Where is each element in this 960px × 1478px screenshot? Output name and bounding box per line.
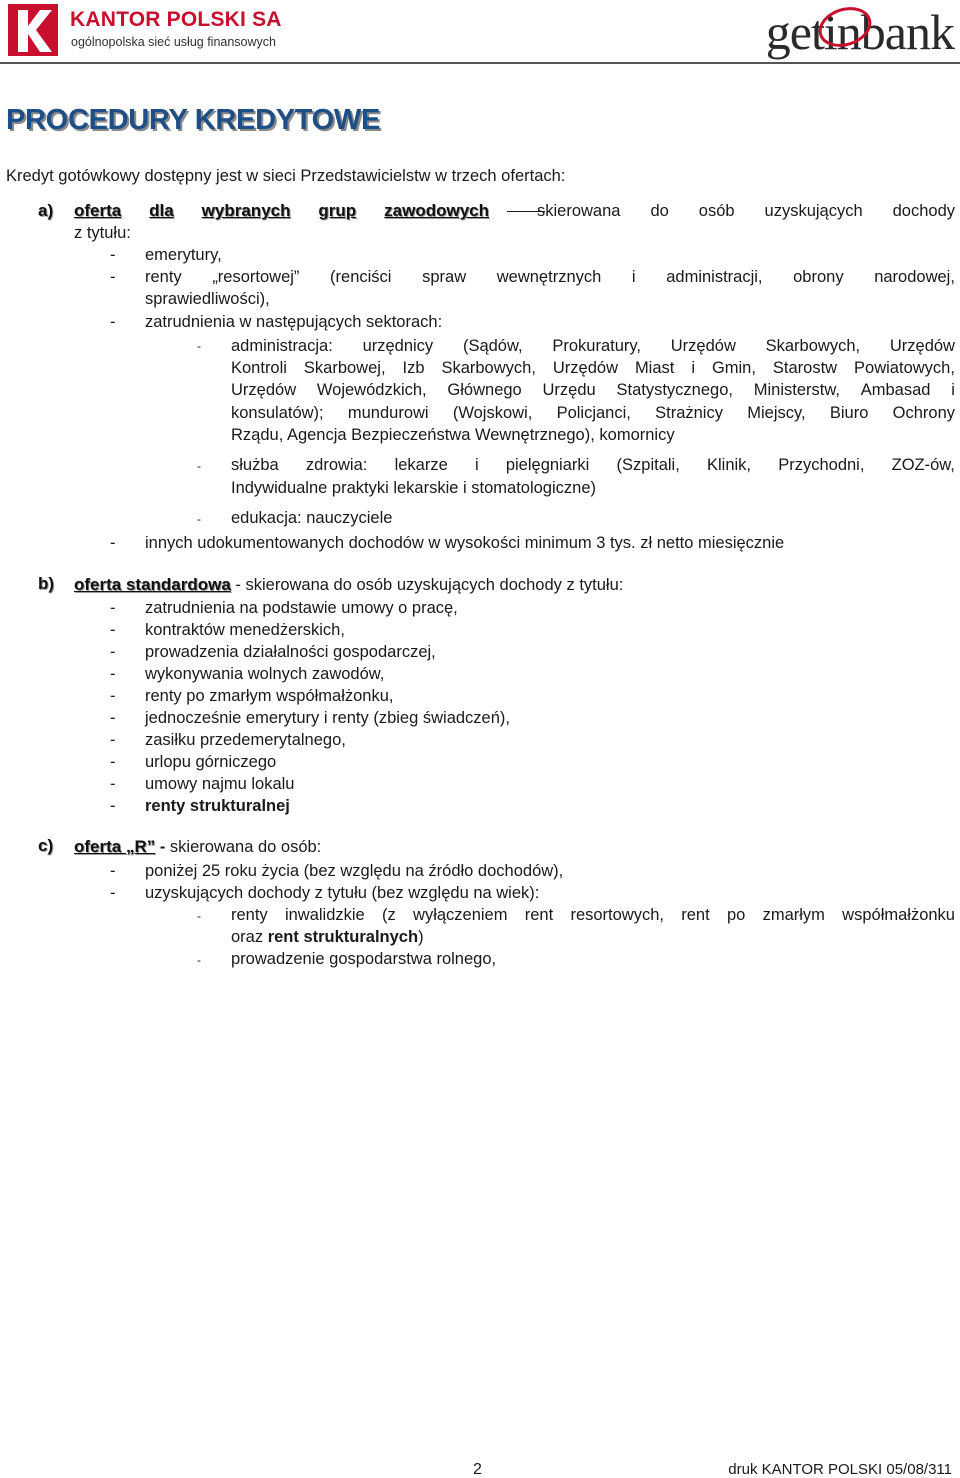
section-c-letter: c) (38, 836, 54, 855)
sub-list-item-cont: Indywidualne praktyki lekarskie i stomatologiczne) (231, 479, 596, 497)
sub-list-item: prowadzenie gospodarstwa rolnego, (231, 950, 497, 968)
section-c-heading: oferta „R” (74, 837, 156, 856)
bullet-dash: - (110, 884, 116, 902)
kantor-name: KANTOR POLSKI SA (70, 8, 282, 31)
bullet-dash: - (197, 339, 201, 353)
page-number: 2 (473, 1461, 482, 1478)
bullet-dash: - (110, 313, 116, 331)
intro-text: Kredyt gotówkowy dostępny jest w sieci Przedstawicielstw w trzech ofertach: (6, 167, 566, 185)
list-item: wykonywania wolnych zawodów, (145, 665, 385, 683)
sub-list-item: renty inwalidzkie (z wyłączeniem rent resortowych, rent po zmarłym współmałżonku (231, 906, 955, 924)
kantor-tagline: ogólnopolska sieć usług finansowych (71, 35, 276, 49)
list-item: emerytury, (145, 246, 222, 264)
section-a-heading: oferta dla wybranych grup zawodowych (74, 201, 489, 220)
bullet-dash: - (110, 621, 116, 639)
section-a-desc: skierowana do osób uzyskujących dochody (537, 202, 955, 220)
bullet-dash: - (197, 512, 201, 526)
section-c-desc: skierowana do osób: (169, 838, 322, 856)
print-note: druk KANTOR POLSKI 05/08/311 (728, 1461, 952, 1478)
sub-list-item: edukacja: nauczyciele (231, 509, 393, 527)
sub-list-item-cont: Urzędów Wojewódzkich, Głównego Urzędu Statystycznego, Ministerstw, Ambasad i (231, 381, 955, 399)
sub-list-item: administracja: urzędnicy (Sądów, Prokuratury, Urzędów Skarbowych, Urzędów (231, 337, 955, 355)
bullet-dash: - (110, 534, 116, 552)
section-b-letter: b) (38, 574, 55, 593)
section-a-letter: a) (38, 201, 54, 220)
kantor-polski-logo-icon (6, 2, 60, 58)
sub-list-item-cont: konsulatów); mundurowi (Wojskowi, Policjanci, Strażnicy Miejscy, Biuro Ochrony (231, 404, 955, 422)
list-item: kontraktów menedżerskich, (145, 621, 345, 639)
section-b-heading: oferta standardowa (74, 575, 231, 594)
list-item: renty po zmarłym współmałżonku, (145, 687, 394, 705)
list-item: zatrudnienia na podstawie umowy o pracę, (145, 599, 458, 617)
bullet-dash: - (110, 731, 116, 749)
bullet-dash: - (110, 687, 116, 705)
getin-bank-logo: get inbank (766, 4, 954, 60)
list-item-cont: sprawiedliwości), (145, 290, 270, 308)
bullet-dash: - (197, 953, 201, 967)
list-item: renty strukturalnej (145, 797, 290, 815)
section-b-heading-line (74, 575, 623, 595)
bullet-dash: - (197, 909, 201, 923)
list-item: innych udokumentowanych dochodów w wysokości minimum 3 tys. zł netto miesięcznie (145, 534, 785, 552)
section-a-desc-cont: z tytułu: (74, 224, 131, 242)
bullet-dash: - (110, 709, 116, 727)
list-item: umowy najmu lokalu (145, 775, 295, 793)
list-item: uzyskujących dochody z tytułu (bez względu na wiek): (145, 884, 540, 902)
bullet-dash: - (110, 599, 116, 617)
sub-list-item-cont: Kontroli Skarbowej, Izb Skarbowych, Urzędów Miast i Gmin, Starostw Powiatowych, (231, 359, 955, 377)
list-item: renty „resortowej” (renciści spraw wewnętrznych i administracji, obrony narodowej, (145, 268, 955, 286)
sub-list-item-cont: oraz rent strukturalnych) (231, 928, 424, 946)
list-item: zasiłku przedemerytalnego, (145, 731, 346, 749)
list-item: prowadzenia działalności gospodarczej, (145, 643, 436, 661)
sub-list-item: służba zdrowia: lekarze i pielęgniarki (Szpitali, Klinik, Przychodni, ZOZ-ów, (231, 456, 955, 474)
page-header (0, 0, 960, 62)
bullet-dash: - (110, 643, 116, 661)
page-title: PROCEDURY KREDYTOWE (6, 104, 381, 136)
bullet-dash: - (110, 665, 116, 683)
bullet-dash: - (110, 862, 116, 880)
section-c-heading-line: oferta „R” - skierowana do osób: (74, 837, 322, 856)
list-item: poniżej 25 roku życia (bez względu na źródło dochodów), (145, 862, 564, 880)
section-b-desc: - skierowana do osób uzyskujących dochody z tytułu: (230, 576, 624, 594)
bullet-dash: - (110, 753, 116, 771)
bullet-dash: - (110, 246, 116, 264)
bullet-dash: - (110, 775, 116, 793)
header-divider (0, 62, 960, 64)
list-item: jednocześnie emerytury i renty (zbieg świadczeń), (145, 709, 510, 727)
sub-list-item-cont: Rządu, Agencja Bezpieczeństwa Wewnętrznego), komornicy (231, 426, 675, 444)
bullet-dash: - (197, 459, 201, 473)
list-item: zatrudnienia w następujących sektorach: (145, 313, 443, 331)
list-item: urlopu górniczego (145, 753, 277, 771)
bullet-dash: - (110, 268, 116, 286)
bullet-dash: - (110, 797, 116, 815)
